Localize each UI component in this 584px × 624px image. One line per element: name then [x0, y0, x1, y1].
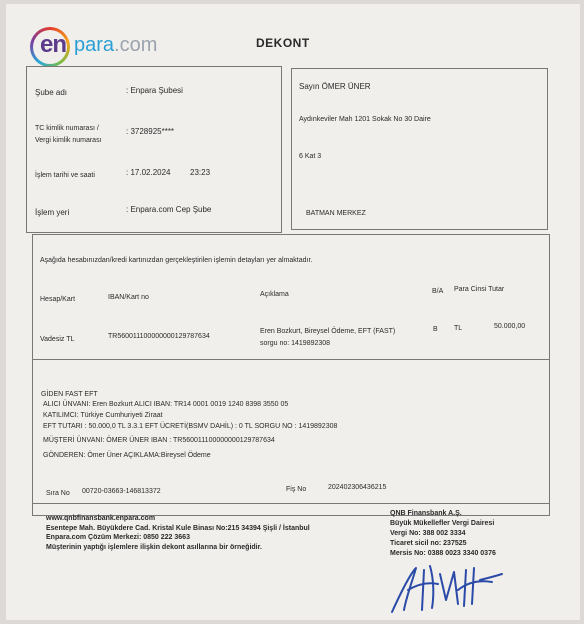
detail-line: GÖNDEREN: Ömer Üner AÇIKLAMA:Bireysel Ödeme: [43, 452, 211, 459]
footer-left-line: Esentepe Mah. Büyükdere Cad. Kristal Kule Binası No:215 34394 Şişli / İstanbul: [46, 525, 310, 532]
recipient-address-1: Aydınkeviler Mah 1201 Sokak No 30 Daire: [299, 116, 431, 123]
receipt-value: 202402306436215: [328, 484, 387, 491]
detail-line: ALICI ÜNVANI: Eren Bozkurt ALICI IBAN: TR14 0001 0019 1240 8398 3550 05: [43, 401, 289, 408]
row-currency: TL: [454, 325, 463, 332]
detail-line: KATILIMCI: Türkiye Cumhuriyeti Ziraat: [43, 412, 163, 419]
place-value: : Enpara.com Cep Şube: [126, 205, 212, 214]
col-header-ba: B/A: [432, 288, 444, 295]
detail-line: GİDEN FAST EFT: [41, 391, 98, 398]
footer-right-line: Ticaret sicil no: 237525: [390, 540, 467, 547]
footer-right-line: Vergi No: 388 002 3334: [390, 530, 466, 537]
tckn-value: : 3728925****: [126, 127, 175, 136]
tckn-label-2: Vergi kimlik numarası: [35, 137, 102, 144]
row-amount: 50.000,00: [494, 323, 526, 330]
place-label: İşlem yeri: [35, 208, 70, 217]
signature-icon: [384, 560, 508, 620]
footer-divider: [32, 503, 549, 504]
footer-left-line: Enpara.com Çözüm Merkezi: 0850 222 3663: [46, 534, 190, 541]
col-header-iban: IBAN/Kart no: [108, 294, 149, 301]
page-title: DEKONT: [256, 36, 310, 50]
recipient-box: [291, 68, 548, 230]
footer-right-line: Büyük Mükellefler Vergi Dairesi: [390, 520, 495, 527]
enpara-logo: [30, 25, 160, 65]
footer-left-line: Müşterinin yaptığı işlemlere ilişkin dekont asıllarına bir örneğidir.: [46, 544, 262, 551]
date-label: İşlem tarihi ve saati: [35, 172, 95, 179]
seq-label: Sıra No: [46, 490, 70, 497]
receipt-label: Fiş No: [286, 486, 307, 493]
tckn-label-1: TC kimlik numarası /: [35, 125, 99, 132]
footer-right-line: QNB Finansbank A.Ş.: [390, 510, 462, 517]
date-value: : 17.02.2024: [126, 168, 171, 177]
logo-para: [74, 34, 157, 56]
col-header-currency-amount: Para Cinsi Tutar: [454, 286, 505, 293]
transaction-box: [32, 234, 550, 516]
row-account: Vadesiz TL: [40, 336, 75, 343]
col-header-account: Hesap/Kart: [40, 296, 76, 303]
row-ba: B: [433, 326, 438, 333]
row-desc-2: sorgu no: 1419892308: [260, 340, 331, 347]
seq-value: 00720-03663-146813372: [82, 488, 161, 495]
recipient-city: BATMAN MERKEZ: [306, 210, 366, 217]
col-header-desc: Açıklama: [260, 291, 289, 298]
row-iban: TR560011100000000129787634: [108, 333, 210, 340]
section-divider: [32, 359, 549, 360]
logo-en: en: [40, 31, 67, 58]
detail-line: EFT TUTARI : 50.000,0 TL 3.3.1 EFT ÜCRETİ(BSMV DAHİL) : 0 TL SORGU NO : 1419892308: [43, 423, 338, 430]
recipient-greeting: Sayın ÖMER ÜNER: [299, 82, 371, 91]
footer-right-line: Mersis No: 0388 0023 3340 0376: [390, 550, 496, 557]
recipient-address-2: 6 Kat 3: [299, 153, 322, 160]
row-desc-1: Eren Bozkurt, Bireysel Ödeme, EFT (FAST): [260, 328, 396, 335]
branch-value: : Enpara Şubesi: [126, 86, 183, 95]
footer-left-line: www.qnbfinansbank.enpara.com: [46, 515, 156, 522]
branch-label: Şube adı: [35, 88, 68, 97]
time-value: 23:23: [190, 168, 211, 177]
detail-line: MÜŞTERİ ÜNVANI: ÖMER ÜNER IBAN : TR560011100000000129787634: [43, 437, 275, 444]
logo-para-text: para: [74, 34, 115, 56]
logo-com-text: .com: [114, 34, 158, 56]
transaction-intro: Aşağıda hesabınızdan/kredi kartınızdan gerçekleştirilen işlemin detayları yer almaktadır.: [40, 257, 313, 264]
